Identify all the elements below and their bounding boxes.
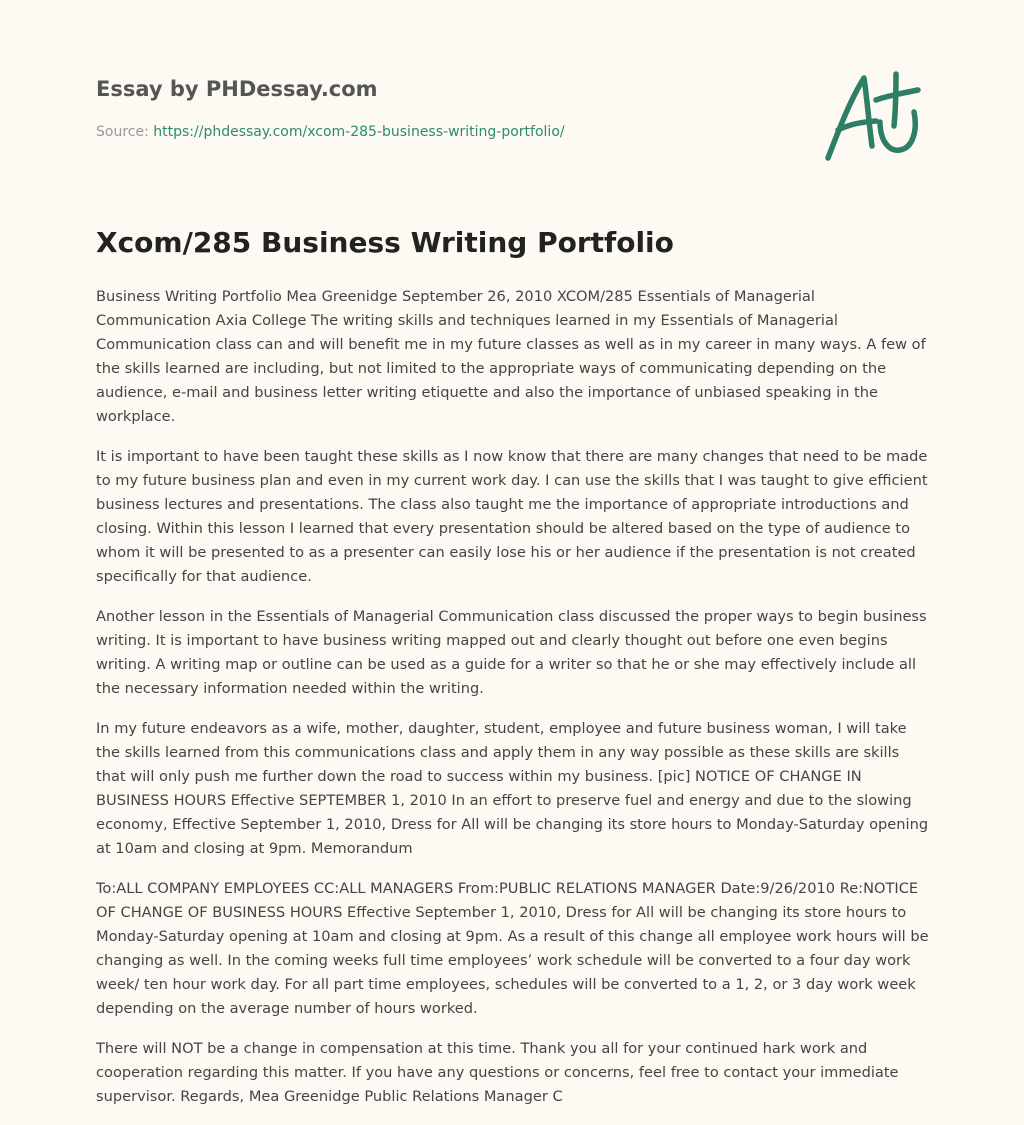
site-brand: Essay by PHDessay.com <box>96 77 378 101</box>
essay-paragraph: In my future endeavors as a wife, mother, daughter, student, employee and future business woman, I will take the skills learned from this communications class and apply them in any way possible as these skills are skills that will only push me further down the road to success within my business. [pic] NOTICE OF CHANGE IN BUSINESS HOURS Effective SEPTEMBER 1, 2010 In an effort to preserve fuel and energy and due to the slowing economy, Effective September 1, 2010, Dress for All will be changing its store hours to Monday-Saturday opening at 10am and closing at 9pm. Memorandum <box>96 720 929 857</box>
essay-paragraph: Business Writing Portfolio Mea Greenidge September 26, 2010 XCOM/285 Essentials of Managerial Communication Axia College The writing skills and techniques learned in my Essentials of Managerial Communication class can and will benefit me in my future classes as well as in my career in many ways. A few of the skills learned are including, but not limited to the appropriate ways of communicating depending on the audience, e-mail and business letter writing etiquette and also the importance of unbiased speaking in the workplace. <box>96 288 926 425</box>
a-plus-logo-icon <box>824 68 922 164</box>
source-link[interactable]: https://phdessay.com/xcom-285-business-writing-portfolio/ <box>153 124 565 140</box>
essay-title: Xcom/285 Business Writing Portfolio <box>96 226 674 259</box>
source-label: Source: <box>96 124 154 140</box>
essay-paragraph: There will NOT be a change in compensation at this time. Thank you all for your continued hark work and cooperation regarding this matter. If you have any questions or concerns, feel free to contact your immediate supervisor. Regards, Mea Greenidge Public Relations Manager C <box>96 1040 899 1105</box>
essay-body <box>96 285 932 1125</box>
essay-paragraph: Another lesson in the Essentials of Managerial Communication class discussed the proper ways to begin business writing. It is important to have business writing mapped out and clearly thought out before one even begins writing. A writing map or outline can be used as a guide for a writer so that he or she may effectively include all the necessary information needed within the writing. <box>96 608 927 697</box>
source-line <box>96 124 565 140</box>
essay-paragraph: To:ALL COMPANY EMPLOYEES CC:ALL MANAGERS From:PUBLIC RELATIONS MANAGER Date:9/26/2010 Re:NOTICE OF CHANGE OF BUSINESS HOURS Effective September 1, 2010, Dress for All will be changing its store hours to Monday-Saturday opening at 10am and closing at 9pm. As a result of this change all employee work hours will be changing as well. In the coming weeks full time employees’ work schedule will be converted to a four day work week/ ten hour work day. For all part time employees, schedules will be converted to a 1, 2, or 3 day work week depending on the average number of hours worked. <box>96 880 929 1017</box>
essay-paragraph: It is important to have been taught these skills as I now know that there are many changes that need to be made to my future business plan and even in my current work day. I can use the skills that I was taught to give efficient business lectures and presentations. The class also taught me the importance of appropriate introductions and closing. Within this lesson I learned that every presentation should be altered based on the type of audience to whom it will be presented to as a presenter can easily lose his or her audience if the presentation is not created specifically for that audience. <box>96 448 928 585</box>
